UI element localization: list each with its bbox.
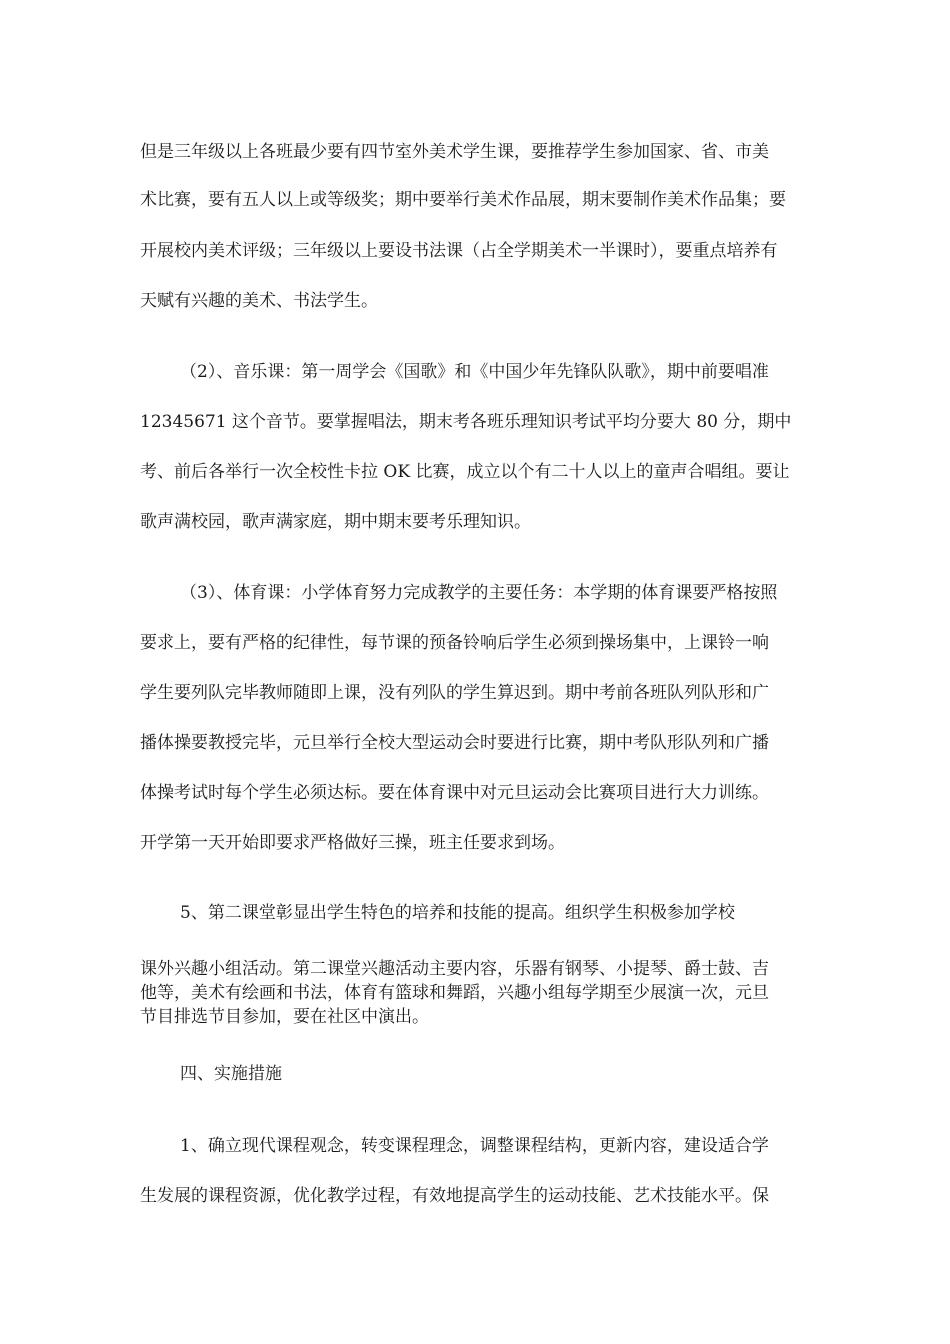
paragraph-line: 开展校内美术评级；三年级以上要设书法课（占全学期美术一半课时），要重点培养有 (140, 241, 778, 261)
paragraph-line: 生发展的课程资源，优化教学过程，有效地提高学生的运动技能、艺术技能水平。保 (140, 1186, 769, 1206)
paragraph-line: 体操考试时每个学生必须达标。要在体育课中对元旦运动会比赛项目进行大力训练。 (140, 783, 769, 803)
paragraph-line: 术比赛，要有五人以上或等级奖；期中要举行美术作品展，期末要制作美术作品集；要 (140, 190, 786, 210)
paragraph-line: 他等，美术有绘画和书法，体育有篮球和舞蹈，兴趣小组每学期至少展演一次，元旦 (140, 983, 769, 1003)
paragraph-line: 节目排选节目参加，要在社区中演出。 (140, 1007, 429, 1027)
paragraph-line: 要求上，要有严格的纪律性，每节课的预备铃响后学生必须到操场集中，上课铃一响 (140, 633, 769, 653)
paragraph-line: 1、确立现代课程观念，转变课程理念，调整课程结构，更新内容，建设适合学 (180, 1136, 769, 1156)
paragraph-line: 天赋有兴趣的美术、书法学生。 (140, 291, 378, 311)
paragraph-line: 5、第二课堂彰显出学生特色的培养和技能的提高。组织学生积极参加学校 (180, 903, 735, 923)
paragraph-line: 开学第一天开始即要求严格做好三操，班主任要求到场。 (140, 833, 565, 853)
section-heading: 四、实施措施 (180, 1064, 282, 1084)
paragraph-line: 学生要列队完毕教师随即上课，没有列队的学生算迟到。期中考前各班队列队形和广 (140, 683, 769, 703)
paragraph-line: 但是三年级以上各班最少要有四节室外美术学生课，要推荐学生参加国家、省、市美 (140, 142, 769, 162)
paragraph-line: （3）、体育课：小学体育努力完成教学的主要任务：本学期的体育课要严格按照 (180, 583, 778, 603)
paragraph-line: 播体操要教授完毕，元旦举行全校大型运动会时要进行比赛，期中考队形队列和广播 (140, 733, 769, 753)
paragraph-line: 考、前后各举行一次全校性卡拉 OK 比赛，成立以个有二十人以上的童声合唱组。要让 (140, 462, 790, 482)
paragraph-line: 12345671 这个音节。要掌握唱法，期末考各班乐理知识考试平均分要大 80 分，期中 (140, 412, 792, 432)
paragraph-line: 课外兴趣小组活动。第二课堂兴趣活动主要内容，乐器有钢琴、小提琴、爵士鼓、吉 (140, 959, 769, 979)
paragraph-line: 歌声满校园，歌声满家庭，期中期末要考乐理知识。 (140, 512, 531, 532)
paragraph-line: （2）、音乐课：第一周学会《国歌》和《中国少年先锋队队歌》，期中前要唱准 (180, 362, 769, 382)
